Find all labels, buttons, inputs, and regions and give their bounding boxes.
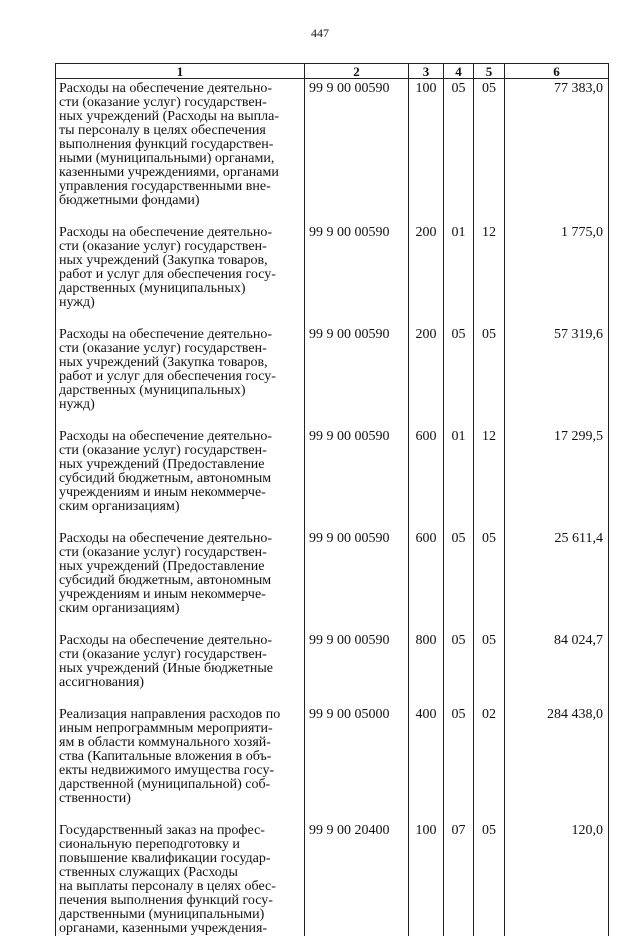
budget-classification-code: 99 9 00 20400 (305, 824, 409, 936)
column-header-2: 2 (305, 64, 409, 79)
section-code: 05 (444, 708, 474, 824)
description-line: субсидий бюджетным, автономным (59, 472, 301, 486)
expense-type-code: 200 (409, 328, 444, 430)
section-code: 07 (444, 824, 474, 936)
budget-classification-code: 99 9 00 00590 (305, 532, 409, 634)
description-line: субсидий бюджетным, автономным (59, 574, 301, 588)
description-line: ства (Капитальные вложения в объ- (59, 750, 301, 764)
amount-value: 17 299,5 (505, 430, 609, 532)
description-line: ных учреждений (Иные бюджетные (59, 662, 301, 676)
table-row (56, 824, 609, 936)
description-line: работ и услуг для обеспечения госу- (59, 370, 301, 384)
subsection-code: 05 (474, 79, 505, 227)
description-line: Расходы на обеспечение деятельно- (59, 634, 301, 648)
description-line: Расходы на обеспечение деятельно- (59, 532, 301, 546)
page-number: 447 (0, 26, 640, 41)
table-row (56, 430, 609, 532)
budget-classification-code: 99 9 00 00590 (305, 634, 409, 708)
description-line: учреждениям и иным некоммерче- (59, 486, 301, 500)
section-code: 05 (444, 634, 474, 708)
expense-description (56, 824, 305, 936)
subsection-code: 12 (474, 430, 505, 532)
description-line: ям в области коммунального хозяй- (59, 736, 301, 750)
expense-type-code: 400 (409, 708, 444, 824)
description-line: Расходы на обеспечение деятельно- (59, 430, 301, 444)
description-line: на выплаты персоналу в целях обес- (59, 880, 301, 894)
description-line: ским организациям) (59, 602, 301, 616)
description-line: ственных служащих (Расходы (59, 866, 301, 880)
budget-classification-code: 99 9 00 00590 (305, 328, 409, 430)
description-line: иным непрограммным мероприяти- (59, 722, 301, 736)
description-line: сти (оказание услуг) государствен- (59, 444, 301, 458)
description-line: Расходы на обеспечение деятельно- (59, 82, 301, 96)
table-row (56, 328, 609, 430)
subsection-code: 05 (474, 634, 505, 708)
description-line: работ и услуг для обеспечения госу- (59, 268, 301, 282)
amount-value: 25 611,4 (505, 532, 609, 634)
description-line: сти (оказание услуг) государствен- (59, 240, 301, 254)
expense-description (56, 79, 305, 227)
subsection-code: 05 (474, 532, 505, 634)
amount-value: 84 024,7 (505, 634, 609, 708)
expense-description (56, 532, 305, 634)
amount-value: 1 775,0 (505, 226, 609, 328)
amount-value: 77 383,0 (505, 79, 609, 227)
column-header-4: 4 (444, 64, 474, 79)
description-line: сти (оказание услуг) государствен- (59, 648, 301, 662)
table-row (56, 79, 609, 227)
expense-type-code: 100 (409, 824, 444, 936)
description-line: ственности) (59, 792, 301, 806)
description-line: дарственных (муниципальных) (59, 282, 301, 296)
section-code: 05 (444, 532, 474, 634)
description-line: ных учреждений (Закупка товаров, (59, 356, 301, 370)
description-line: управления государственными вне- (59, 180, 301, 194)
description-line: казенными учреждениями, органами (59, 166, 301, 180)
description-line: нужд) (59, 296, 301, 310)
subsection-code: 05 (474, 824, 505, 936)
column-header-1: 1 (56, 64, 305, 79)
description-line: ных учреждений (Закупка товаров, (59, 254, 301, 268)
budget-classification-code: 99 9 00 05000 (305, 708, 409, 824)
amount-value: 120,0 (505, 824, 609, 936)
description-line: сти (оказание услуг) государствен- (59, 546, 301, 560)
table-row (56, 634, 609, 708)
table-row (56, 532, 609, 634)
description-line: органами, казенными учреждения- (59, 922, 301, 936)
description-line: Реализация направления расходов по (59, 708, 301, 722)
table-row (56, 708, 609, 824)
expense-type-code: 600 (409, 430, 444, 532)
section-code: 01 (444, 430, 474, 532)
section-code: 01 (444, 226, 474, 328)
expense-description (56, 430, 305, 532)
description-line: учреждениям и иным некоммерче- (59, 588, 301, 602)
expense-description (56, 328, 305, 430)
description-line: бюджетными фондами) (59, 194, 301, 208)
description-line: екты недвижимого имущества госу- (59, 764, 301, 778)
description-line: ными (муниципальными) органами, (59, 152, 301, 166)
amount-value: 284 438,0 (505, 708, 609, 824)
table-header (56, 64, 609, 79)
description-line: Расходы на обеспечение деятельно- (59, 226, 301, 240)
description-line: сти (оказание услуг) государствен- (59, 96, 301, 110)
budget-classification-code: 99 9 00 00590 (305, 79, 409, 227)
column-header-3: 3 (409, 64, 444, 79)
description-line: ассигнования) (59, 676, 301, 690)
description-line: сти (оказание услуг) государствен- (59, 342, 301, 356)
expense-type-code: 100 (409, 79, 444, 227)
description-line: ных учреждений (Предоставление (59, 560, 301, 574)
column-header-5: 5 (474, 64, 505, 79)
expense-type-code: 600 (409, 532, 444, 634)
description-line: дарственных (муниципальных) (59, 384, 301, 398)
subsection-code: 05 (474, 328, 505, 430)
description-line: ским организациям) (59, 500, 301, 514)
budget-classification-code: 99 9 00 00590 (305, 226, 409, 328)
table-body (56, 79, 609, 936)
table-row (56, 226, 609, 328)
amount-value: 57 319,6 (505, 328, 609, 430)
expense-description (56, 226, 305, 328)
budget-classification-code: 99 9 00 00590 (305, 430, 409, 532)
subsection-code: 12 (474, 226, 505, 328)
description-line: дарственной (муниципальной) соб- (59, 778, 301, 792)
section-code: 05 (444, 328, 474, 430)
description-line: Государственный заказ на профес- (59, 824, 301, 838)
description-line: ты персоналу в целях обеспечения (59, 124, 301, 138)
description-line: повышение квалификации государ- (59, 852, 301, 866)
expense-type-code: 800 (409, 634, 444, 708)
description-line: печения выполнения функций госу- (59, 894, 301, 908)
budget-table (55, 63, 609, 936)
column-header-6: 6 (505, 64, 609, 79)
description-line: ных учреждений (Расходы на выпла- (59, 110, 301, 124)
description-line: ных учреждений (Предоставление (59, 458, 301, 472)
description-line: Расходы на обеспечение деятельно- (59, 328, 301, 342)
section-code: 05 (444, 79, 474, 227)
description-line: нужд) (59, 398, 301, 412)
expense-description (56, 634, 305, 708)
expense-type-code: 200 (409, 226, 444, 328)
description-line: выполнения функций государствен- (59, 138, 301, 152)
expense-description (56, 708, 305, 824)
description-line: сиональную переподготовку и (59, 838, 301, 852)
description-line: дарственными (муниципальными) (59, 908, 301, 922)
subsection-code: 02 (474, 708, 505, 824)
